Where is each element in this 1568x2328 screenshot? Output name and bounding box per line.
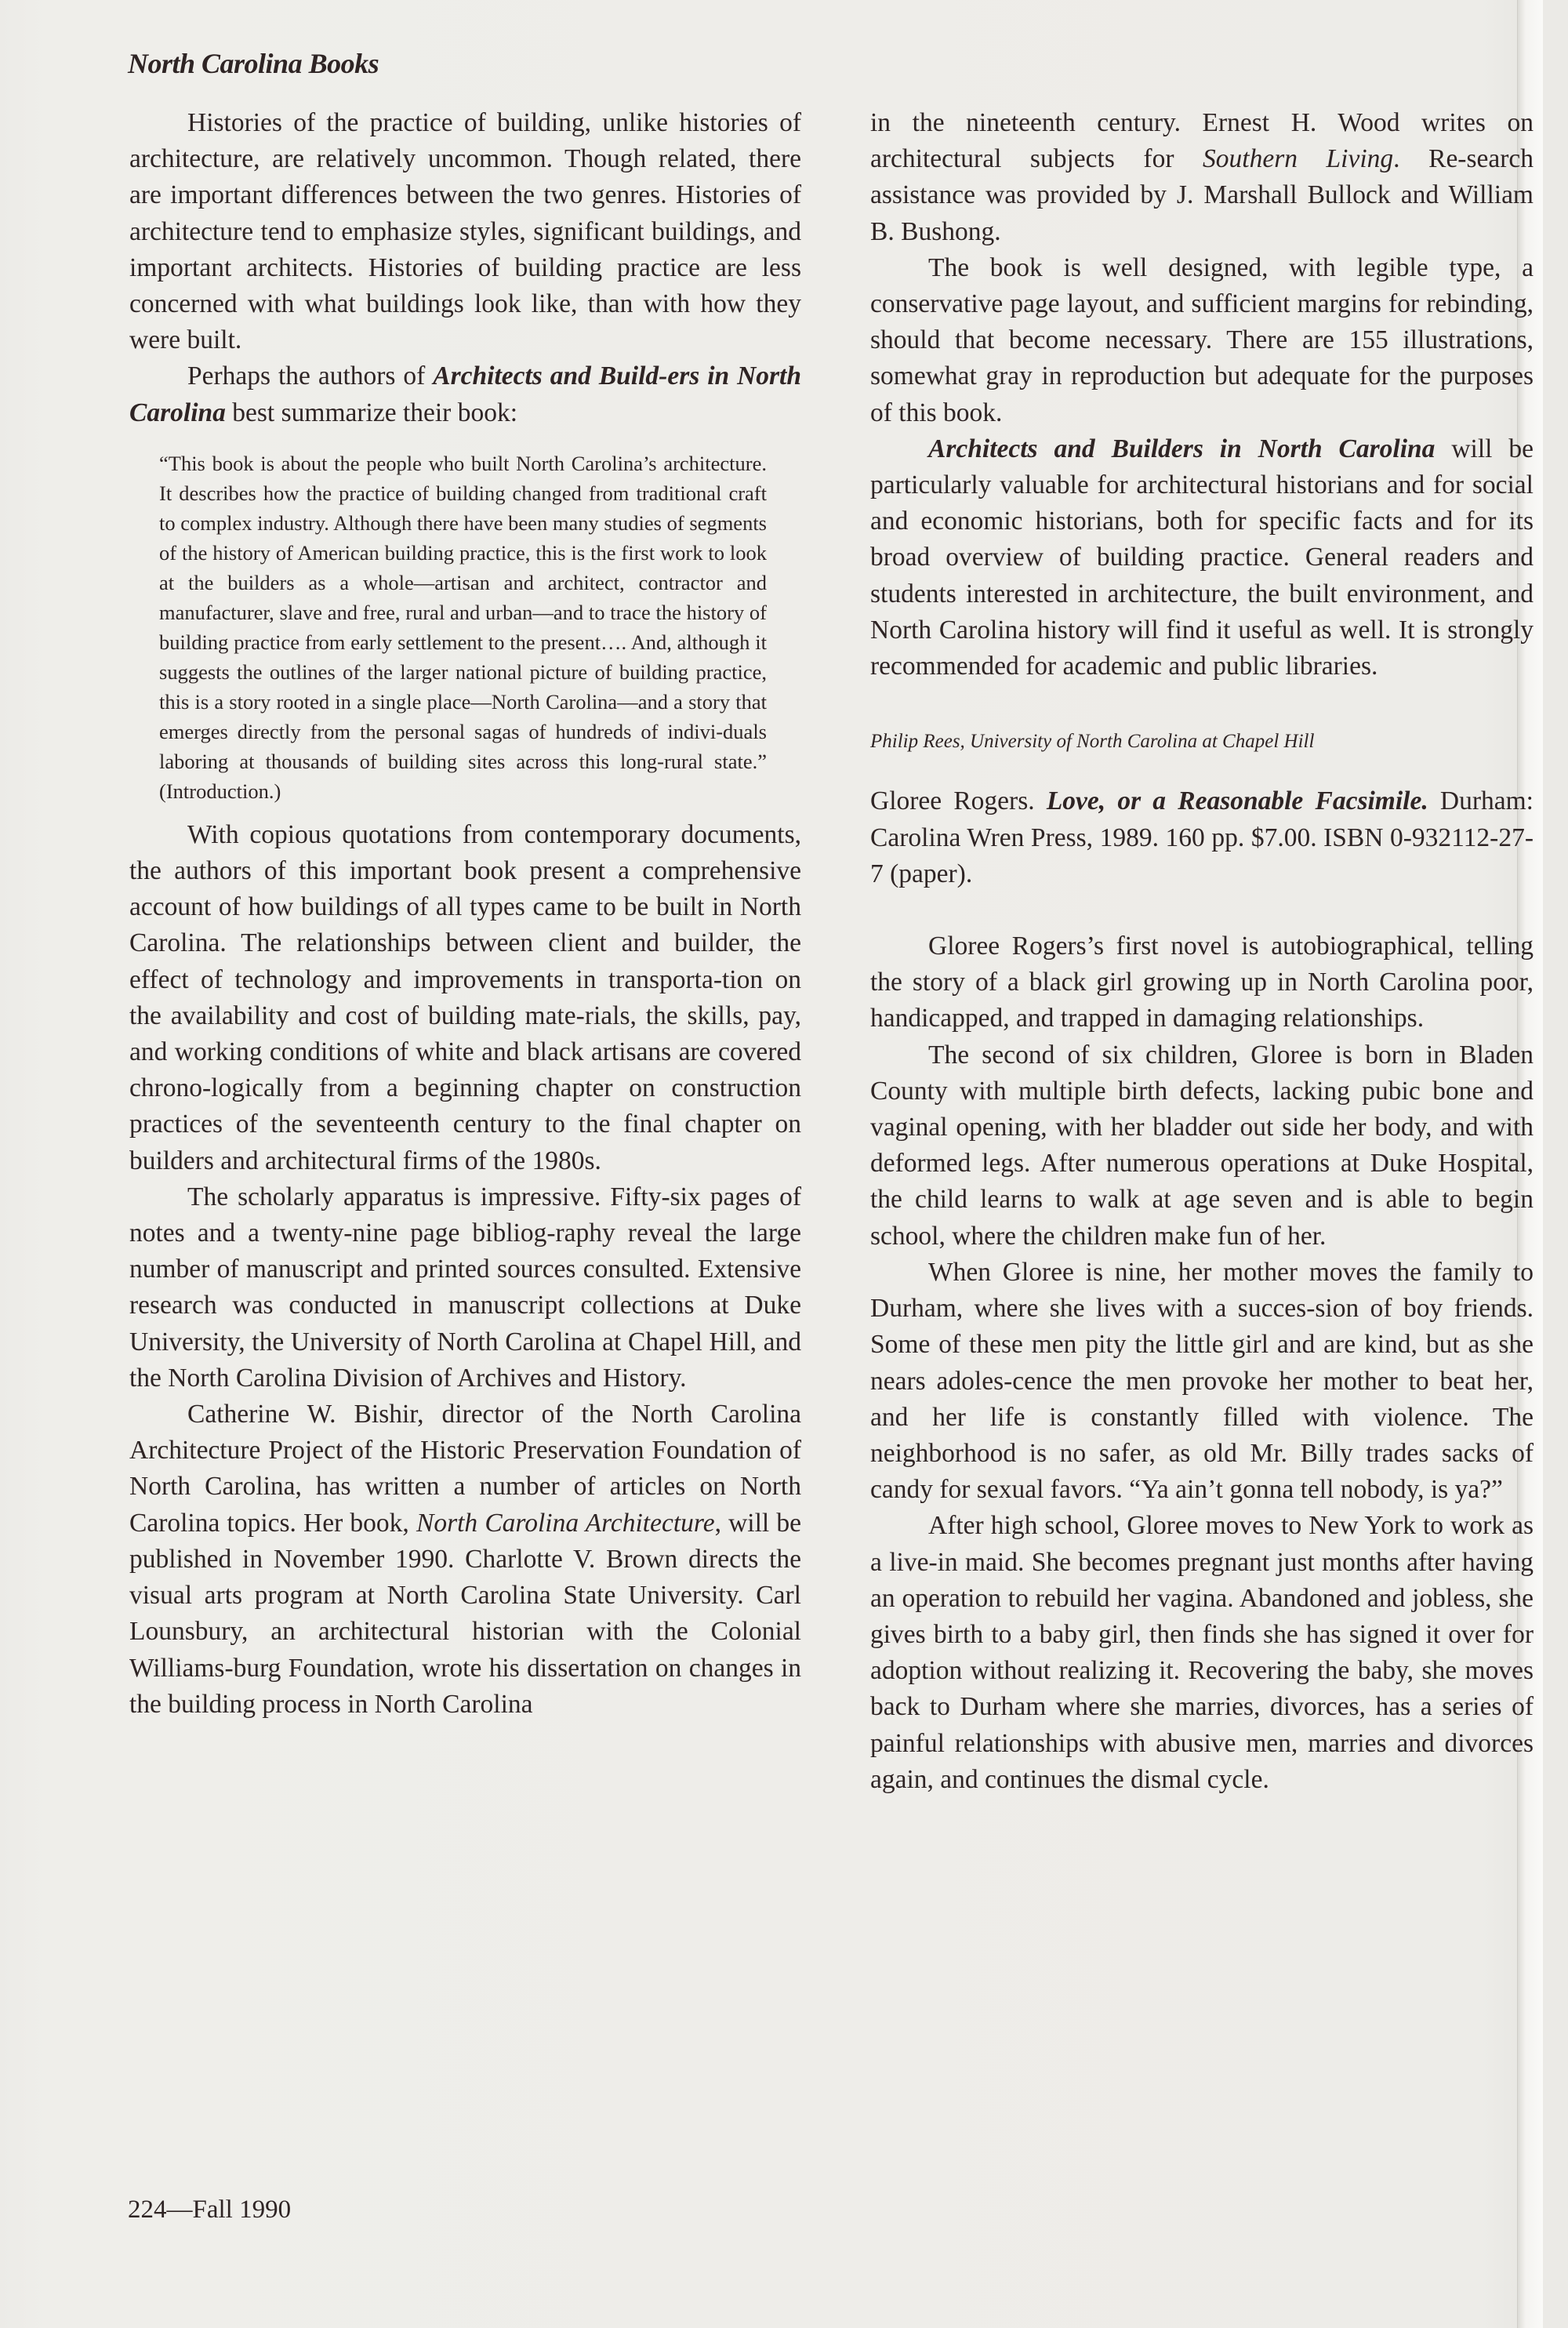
- publication-info: Durham: Carolina Wren Press, 1989. 160 pp. $7.00. ISBN 0-932112-27-7 (paper).: [870, 786, 1534, 888]
- text: best summarize their book:: [225, 398, 518, 427]
- review1-paragraph-5: [129, 1396, 801, 1723]
- review1-paragraph-4: The scholarly apparatus is impressive. Fifty-six pages of notes and a twenty-nine page bibliog-raphy reveal the large number of manuscript and printed sources consulted. Extensive research was conducted in manuscript collections at Duke University, the University of North Carolina at Chapel Hill, and the North Carolina Division of Archives and History.: [129, 1182, 801, 1393]
- text: in the nineteenth century. Ernest H. Wood writes on architectural subjects for: [870, 108, 1534, 174]
- text: Catherine W. Bishir, director of the North Carolina Architecture Project of the Historic Preservation Foundation of North Carolina, has written a number of articles on North Carolina topics. Her book,: [129, 1400, 801, 1538]
- text: will be particularly valuable for architectural historians and for social and economic historians, both for specific facts and for its broad overview of building practice. General readers and students interested in architecture, the built environment, and North Carolina history will find it useful as well. It is strongly recommended for academic and public libraries.: [870, 434, 1534, 681]
- book-title: Architects and Builders in North Carolina: [928, 434, 1436, 463]
- page-folio: 224—Fall 1990: [128, 2195, 292, 2224]
- book-title: Architects and Build-ers in North Carolina: [129, 361, 801, 427]
- column-right: [870, 105, 1534, 1798]
- text: Perhaps the authors of: [187, 361, 434, 391]
- review1-paragraph-6: The book is well designed, with legible type, a conservative page layout, and sufficient margins for rebinding, should that become necessary. There are 155 illustrations, somewhat gray in reproduction but adequate for the purposes of this book.: [870, 252, 1534, 427]
- book-title: Love, or a Reasonable Facsimile.: [1046, 786, 1428, 816]
- reviewer-byline: Philip Rees, University of North Carolina at Chapel Hill: [870, 731, 1315, 753]
- text: Southern Living: [1203, 144, 1394, 174]
- author: Gloree Rogers.: [870, 786, 1047, 816]
- running-head: North Carolina Books: [128, 48, 379, 79]
- review2-citation: [870, 783, 1534, 892]
- review2-paragraph-1: Gloree Rogers’s first novel is autobiographical, telling the story of a black girl growing up in North Carolina poor, handicapped, and trapped in damaging relationships.: [870, 932, 1534, 1033]
- review1-paragraph-7: [870, 431, 1534, 685]
- review1-paragraph-5-continued: [870, 105, 1534, 250]
- text: . Re-search assistance was provided by J. Marshall Bullock and William B. Bushong.: [870, 144, 1534, 246]
- review2-paragraph-2: The second of six children, Gloree is born in Bladen County with multiple birth defects, lacking pubic bone and vaginal opening, with her bladder out side her body, and with deformed legs. After numerous operations at Duke Hospital, the child learns to walk at age seven and is able to begin school, where the children make fun of her.: [870, 1040, 1534, 1251]
- review2-paragraph-3: When Gloree is nine, her mother moves the family to Durham, where she lives with a succes-sion of boy friends. Some of these men pity the little girl and are kind, but as she nears adoles-cence the men provoke her mother to beat her, and her life is constantly filled with violence. The neighborhood is no safer, as old Mr. Billy trades sacks of candy for sexual favors. “Ya ain’t gonna tell nobody, is ya?”: [870, 1257, 1534, 1505]
- review1-paragraph-3: With copious quotations from contemporary documents, the authors of this important book present a comprehensive account of how buildings of all types came to be built in North Carolina. The relationships between client and builder, the effect of technology and improvements in transporta-tion on the availability and cost of building mate-rials, the skills, pay, and working conditions of white and black artisans are covered chrono-logically from a beginning chapter on construction practices of the seventeenth century to the final chapter on builders and architectural firms of the 1980s.: [129, 819, 801, 1175]
- review1-paragraph-1: Histories of the practice of building, unlike histories of architecture, are relatively uncommon. Though related, there are important differences between the two genres. Histories of architecture tend to emphasize styles, significant buildings, and important architects. Histories of building practice are less concerned with what buildings look like, than with how they were built.: [129, 108, 801, 355]
- text: , will be published in November 1990. Charlotte V. Brown directs the visual arts program at North Carolina State University. Carl Lounsbury, an architectural historian with the Colonial Williams-burg Foundation, wrote his dissertation on changes in the building process in North Carolina: [129, 1508, 801, 1719]
- block-quote: “This book is about the people who built North Carolina’s architecture. It describes how the practice of building changed from traditional craft to complex industry. Although there have been many studies of segments of the history of American building practice, this is the first work to look at the builders as a whole—artisan and architect, contractor and manufacturer, slave and free, rural and urban—and to trace the history of building practice from early settlement to the present…. And, although it suggests the outlines of the larger national picture of building practice, this is a story rooted in a single place—North Carolina—and a story that emerges directly from the personal sagas of hundreds of indivi-duals laboring at thousands of building sites across this long-rural state.” (Introduction.): [159, 451, 767, 803]
- book-title: North Carolina Architecture: [416, 1508, 715, 1538]
- review1-paragraph-2: [129, 358, 801, 430]
- review2-paragraph-4: After high school, Gloree moves to New York to work as a live-in maid. She becomes pregnant just months after having an operation to rebuild her vagina. Abandoned and jobless, she gives birth to a baby girl, then finds she has signed it over for adoption without realizing it. Recovering the baby, she moves back to Durham where she marries, divorces, has a series of painful relationships with abusive men, marries and divorces again, and continues the dismal cycle.: [870, 1511, 1534, 1794]
- column-left: [129, 105, 801, 1723]
